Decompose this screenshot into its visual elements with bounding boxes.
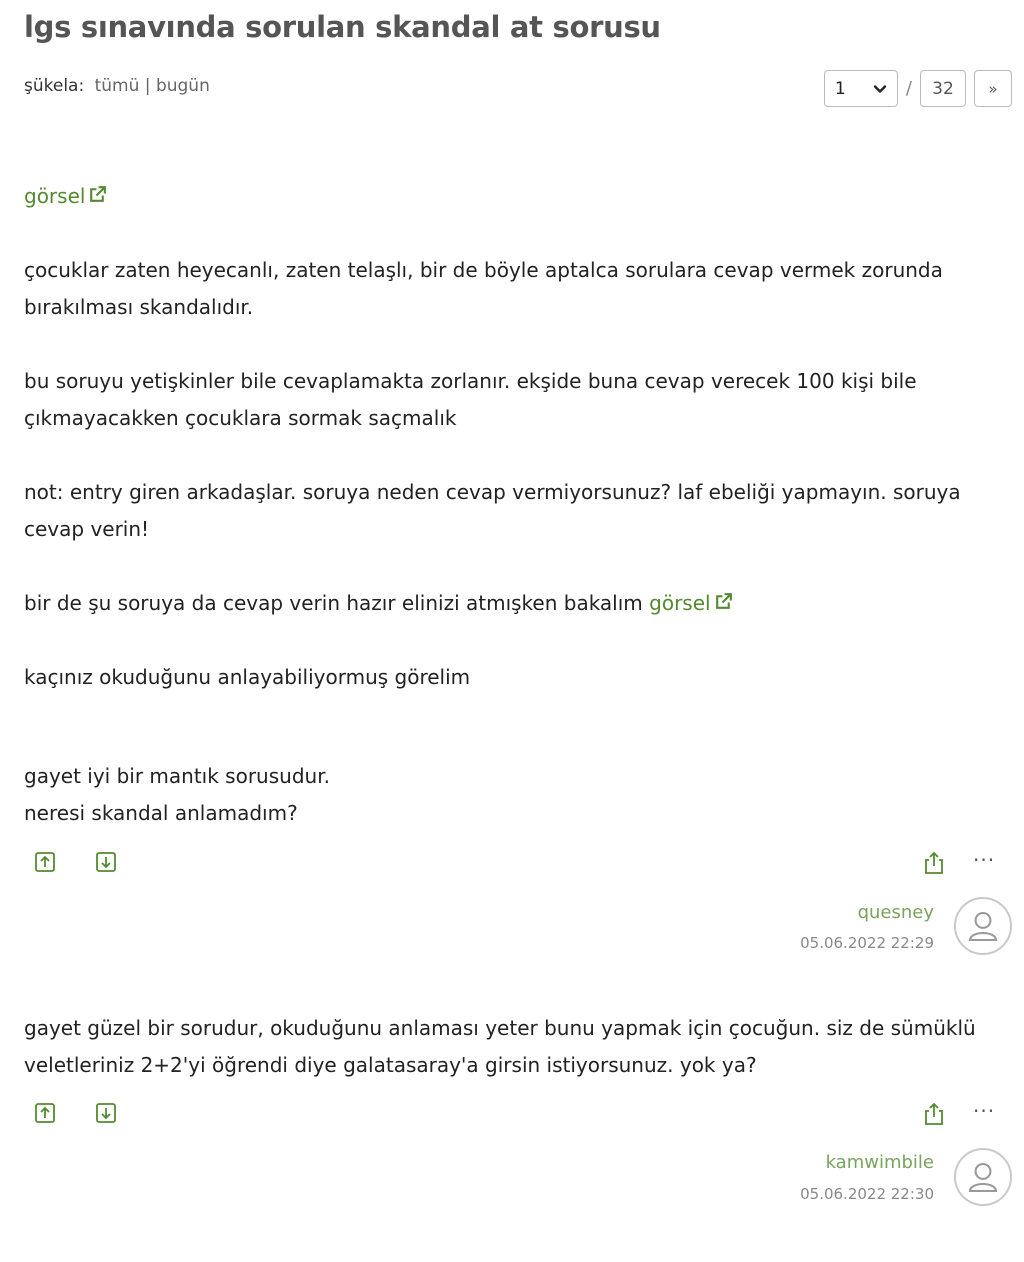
filter-today-link[interactable]: bugün — [155, 76, 210, 96]
entry-content — [24, 178, 984, 696]
topic-title[interactable]: lgs sınavında sorulan skandal at sorusu — [24, 10, 661, 44]
entry-line: gayet güzel bir sorudur, okuduğunu anlaması yeter bunu yapmak için çocuğun. siz de sümüklü veletleriniz 2+2'yi öğrendi diye galatasaray'a girsin istiyorsunuz. yok ya? — [24, 1016, 976, 1077]
entry-paragraph: kaçınız okuduğunu anlayabiliyormuş görelim — [24, 665, 471, 689]
avatar-icon[interactable] — [954, 1148, 1012, 1206]
image-link[interactable]: görsel — [24, 184, 86, 208]
page-select-value: 1 — [834, 78, 846, 99]
image-link[interactable]: görsel — [649, 591, 711, 615]
downvote-icon[interactable] — [95, 851, 117, 873]
entry-paragraph: not: entry giren arkadaşlar. soruya neden cevap vermiyorsunuz? laf ebeliği yapmayın. soruya cevap verin! — [24, 480, 961, 541]
entry-line: neresi skandal anlamadım? — [24, 801, 298, 825]
entry-paragraph: çocuklar zaten heyecanlı, zaten telaşlı, bir de böyle aptalca sorulara cevap vermek zorunda bırakılması skandalıdır. — [24, 258, 943, 319]
entry-paragraph: bu soruyu yetişkinler bile cevaplamakta zorlanır. ekşide buna cevap verecek 100 kişi bile çıkmayacakken çocuklara sormak saçmalık — [24, 369, 917, 430]
avatar-icon[interactable] — [954, 897, 1012, 955]
downvote-icon[interactable] — [95, 1102, 117, 1124]
external-link-icon — [713, 591, 734, 612]
upvote-icon[interactable] — [34, 851, 56, 873]
page-select[interactable] — [824, 70, 898, 107]
more-icon[interactable]: ··· — [973, 848, 996, 872]
entry-line: gayet iyi bir mantık sorusudur. — [24, 764, 330, 788]
entry-paragraph: bir de şu soruya da cevap verin hazır elinizi atmışken bakalım — [24, 591, 643, 615]
entry-content — [24, 758, 984, 832]
sort-filter — [24, 76, 210, 96]
chevron-down-icon — [873, 82, 887, 96]
upvote-icon[interactable] — [34, 1102, 56, 1124]
filter-separator: | — [144, 76, 151, 96]
entry-date[interactable]: 05.06.2022 22:30 — [800, 1185, 934, 1203]
last-page-button[interactable]: 32 — [920, 70, 966, 107]
share-icon[interactable] — [923, 1102, 945, 1126]
author-link[interactable]: quesney — [857, 902, 934, 923]
share-icon[interactable] — [923, 851, 945, 875]
entry-date[interactable]: 05.06.2022 22:29 — [800, 934, 934, 952]
entry-content — [24, 1010, 984, 1084]
external-link-icon — [87, 184, 108, 205]
next-page-button[interactable]: » — [974, 70, 1012, 107]
filter-label: şükela: — [24, 76, 85, 96]
pagination — [824, 70, 1012, 107]
filter-all-link[interactable]: tümü — [94, 76, 140, 96]
author-link[interactable]: kamwimbile — [825, 1152, 934, 1173]
pager-slash: / — [905, 78, 912, 99]
more-icon[interactable]: ··· — [973, 1099, 996, 1123]
